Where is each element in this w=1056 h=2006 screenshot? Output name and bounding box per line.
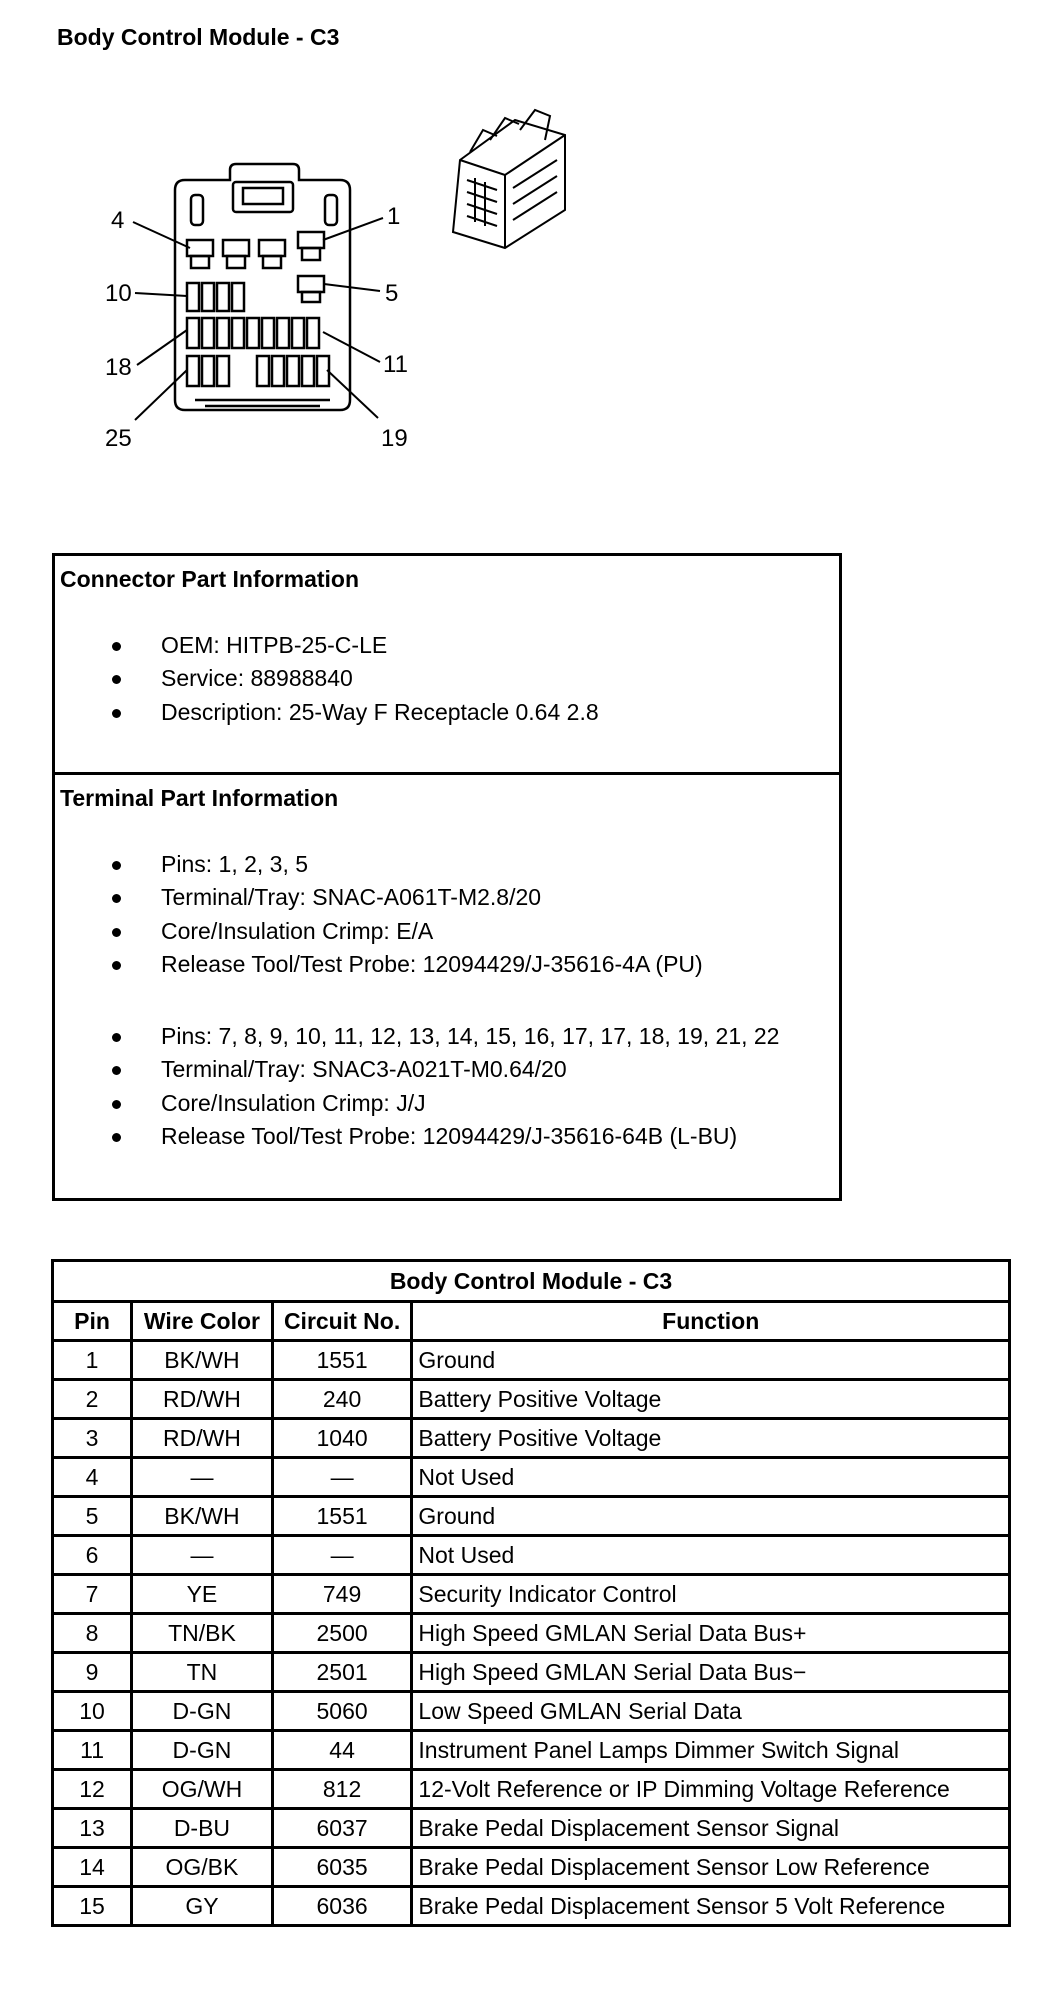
wire-color-cell: D-GN bbox=[132, 1731, 273, 1770]
connector-part-box bbox=[52, 553, 842, 775]
table-row bbox=[53, 1458, 1010, 1497]
circuit-cell: 2500 bbox=[272, 1614, 412, 1653]
pin-cell: 12 bbox=[53, 1770, 132, 1809]
pin-label-18: 18 bbox=[105, 354, 132, 381]
circuit-cell: 6037 bbox=[272, 1809, 412, 1848]
function-cell: Ground bbox=[412, 1341, 1010, 1380]
list-item: Service: 88988840 bbox=[55, 662, 599, 695]
function-cell: Instrument Panel Lamps Dimmer Switch Signal bbox=[412, 1731, 1010, 1770]
circuit-cell: 240 bbox=[272, 1380, 412, 1419]
pin-label-19: 19 bbox=[381, 425, 408, 452]
wire-color-cell: YE bbox=[132, 1575, 273, 1614]
pin-table-caption: Body Control Module - C3 bbox=[53, 1261, 1010, 1302]
list-item: Core/Insulation Crimp: J/J bbox=[55, 1087, 779, 1120]
list-item: Pins: 1, 2, 3, 5 bbox=[55, 848, 703, 881]
table-row bbox=[53, 1536, 1010, 1575]
pin-cell: 4 bbox=[53, 1458, 132, 1497]
circuit-cell: 5060 bbox=[272, 1692, 412, 1731]
connector-iso-icon bbox=[453, 110, 565, 248]
table-row bbox=[53, 1575, 1010, 1614]
table-row bbox=[53, 1497, 1010, 1536]
page-title: Body Control Module - C3 bbox=[57, 24, 340, 50]
circuit-cell: — bbox=[272, 1536, 412, 1575]
pin-label-5: 5 bbox=[385, 280, 399, 307]
list-item: OEM: HITPB-25-C-LE bbox=[55, 629, 599, 662]
wire-color-cell: RD/WH bbox=[132, 1419, 273, 1458]
function-cell: Low Speed GMLAN Serial Data bbox=[412, 1692, 1010, 1731]
pin-cell: 7 bbox=[53, 1575, 132, 1614]
wire-color-cell: D-BU bbox=[132, 1809, 273, 1848]
function-cell: Not Used bbox=[412, 1536, 1010, 1575]
wire-color-cell: GY bbox=[132, 1887, 273, 1926]
pin-table-body bbox=[53, 1341, 1010, 1926]
table-row bbox=[53, 1887, 1010, 1926]
circuit-cell: — bbox=[272, 1458, 412, 1497]
connector-part-heading: Connector Part Information bbox=[60, 566, 360, 592]
table-row bbox=[53, 1614, 1010, 1653]
function-cell: Brake Pedal Displacement Sensor Low Reference bbox=[412, 1848, 1010, 1887]
function-cell: Security Indicator Control bbox=[412, 1575, 1010, 1614]
list-item: Pins: 7, 8, 9, 10, 11, 12, 13, 14, 15, 16, 17, 17, 18, 19, 21, 22 bbox=[55, 1020, 779, 1053]
table-row bbox=[53, 1380, 1010, 1419]
function-cell: High Speed GMLAN Serial Data Bus+ bbox=[412, 1614, 1010, 1653]
pin-cell: 14 bbox=[53, 1848, 132, 1887]
pin-cell: 11 bbox=[53, 1731, 132, 1770]
column-header-circuit: Circuit No. bbox=[272, 1302, 412, 1341]
circuit-cell: 1551 bbox=[272, 1497, 412, 1536]
pin-cell: 2 bbox=[53, 1380, 132, 1419]
wire-color-cell: D-GN bbox=[132, 1692, 273, 1731]
pin-cell: 5 bbox=[53, 1497, 132, 1536]
circuit-cell: 812 bbox=[272, 1770, 412, 1809]
table-row bbox=[53, 1692, 1010, 1731]
connector-diagram bbox=[95, 100, 595, 460]
list-item: Terminal/Tray: SNAC3-A021T-M0.64/20 bbox=[55, 1053, 779, 1086]
pin-cell: 10 bbox=[53, 1692, 132, 1731]
function-cell: Not Used bbox=[412, 1458, 1010, 1497]
function-cell: High Speed GMLAN Serial Data Bus− bbox=[412, 1653, 1010, 1692]
pin-cell: 13 bbox=[53, 1809, 132, 1848]
list-item: Description: 25-Way F Receptacle 0.64 2.8 bbox=[55, 696, 599, 729]
list-item: Release Tool/Test Probe: 12094429/J-35616-4A (PU) bbox=[55, 948, 703, 981]
wire-color-cell: TN bbox=[132, 1653, 273, 1692]
wire-color-cell: — bbox=[132, 1458, 273, 1497]
wire-color-cell: OG/BK bbox=[132, 1848, 273, 1887]
list-item: Terminal/Tray: SNAC-A061T-M2.8/20 bbox=[55, 881, 703, 914]
pin-label-4: 4 bbox=[111, 207, 125, 234]
circuit-cell: 6035 bbox=[272, 1848, 412, 1887]
connector-part-list bbox=[55, 629, 599, 729]
pin-cell: 1 bbox=[53, 1341, 132, 1380]
circuit-cell: 749 bbox=[272, 1575, 412, 1614]
list-item: Release Tool/Test Probe: 12094429/J-35616-64B (L-BU) bbox=[55, 1120, 779, 1153]
terminal-part-box bbox=[52, 772, 842, 1201]
pin-label-25: 25 bbox=[105, 425, 132, 452]
wire-color-cell: TN/BK bbox=[132, 1614, 273, 1653]
pin-cell: 9 bbox=[53, 1653, 132, 1692]
circuit-cell: 1551 bbox=[272, 1341, 412, 1380]
column-header-pin: Pin bbox=[53, 1302, 132, 1341]
circuit-cell: 1040 bbox=[272, 1419, 412, 1458]
function-cell: Battery Positive Voltage bbox=[412, 1380, 1010, 1419]
function-cell: Battery Positive Voltage bbox=[412, 1419, 1010, 1458]
wire-color-cell: BK/WH bbox=[132, 1497, 273, 1536]
column-header-function: Function bbox=[412, 1302, 1010, 1341]
function-cell: Brake Pedal Displacement Sensor 5 Volt Reference bbox=[412, 1887, 1010, 1926]
table-row bbox=[53, 1653, 1010, 1692]
pin-label-11: 11 bbox=[383, 351, 408, 378]
pin-label-1: 1 bbox=[387, 203, 401, 230]
wire-color-cell: BK/WH bbox=[132, 1341, 273, 1380]
function-cell: 12-Volt Reference or IP Dimming Voltage Reference bbox=[412, 1770, 1010, 1809]
function-cell: Brake Pedal Displacement Sensor Signal bbox=[412, 1809, 1010, 1848]
wire-color-cell: RD/WH bbox=[132, 1380, 273, 1419]
table-row bbox=[53, 1731, 1010, 1770]
pin-cell: 6 bbox=[53, 1536, 132, 1575]
function-cell: Ground bbox=[412, 1497, 1010, 1536]
pin-cell: 8 bbox=[53, 1614, 132, 1653]
table-row bbox=[53, 1341, 1010, 1380]
terminal-part-list-2 bbox=[55, 1020, 779, 1153]
terminal-part-heading: Terminal Part Information bbox=[60, 785, 339, 811]
column-header-wire-color: Wire Color bbox=[132, 1302, 273, 1341]
circuit-cell: 2501 bbox=[272, 1653, 412, 1692]
table-row bbox=[53, 1848, 1010, 1887]
wire-color-cell: — bbox=[132, 1536, 273, 1575]
circuit-cell: 6036 bbox=[272, 1887, 412, 1926]
pin-table bbox=[51, 1259, 1011, 1927]
wire-color-cell: OG/WH bbox=[132, 1770, 273, 1809]
pin-cell: 3 bbox=[53, 1419, 132, 1458]
table-row bbox=[53, 1419, 1010, 1458]
table-row bbox=[53, 1770, 1010, 1809]
list-item: Core/Insulation Crimp: E/A bbox=[55, 915, 703, 948]
pin-cell: 15 bbox=[53, 1887, 132, 1926]
pin-label-10: 10 bbox=[105, 280, 132, 307]
table-row bbox=[53, 1809, 1010, 1848]
circuit-cell: 44 bbox=[272, 1731, 412, 1770]
terminal-part-list-1 bbox=[55, 848, 703, 981]
